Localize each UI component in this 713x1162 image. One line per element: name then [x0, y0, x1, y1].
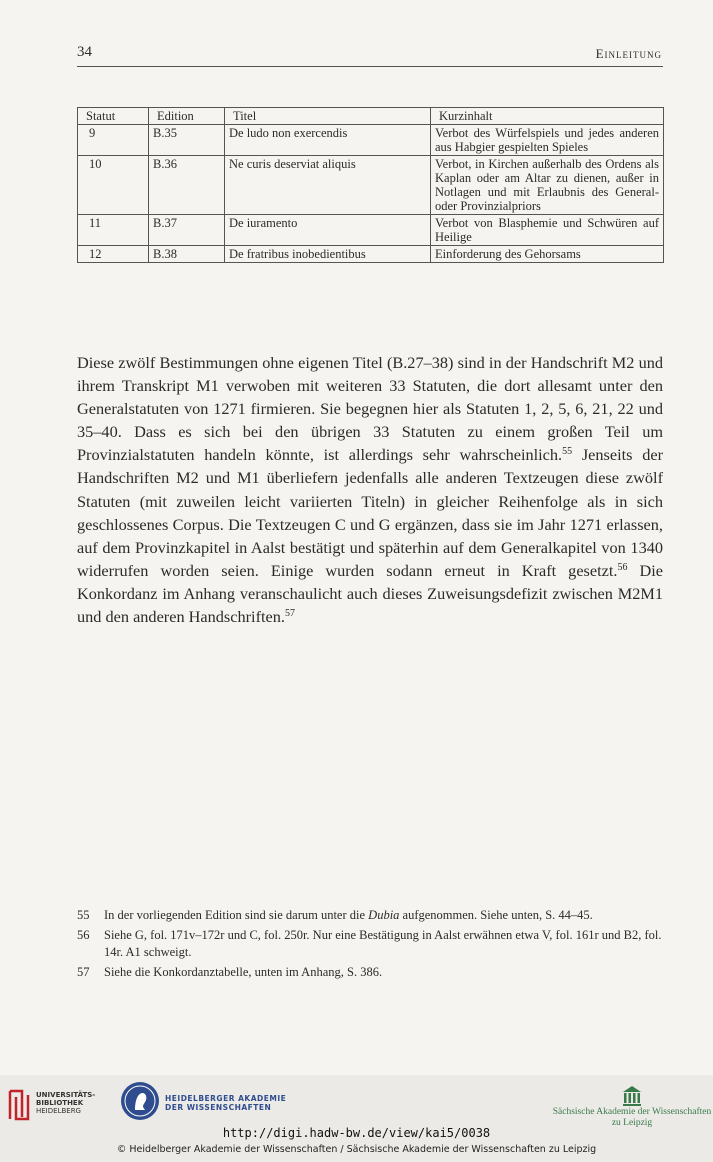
footnote-number: 56 — [77, 928, 90, 942]
table-row — [78, 125, 664, 156]
body-text-part: Diese zwölf Bestimmungen ohne eigenen Titel (B.27–38) sind in der Handschrift M2 und ihrem Transkript M1 verwoben mit weiteren 33 Statuten, die dort allesamt unter den Generalstatuten von 1271 firmieren. Sie begegnen hier als Statuten 1, 2, 5, 6, 21, 22 und 35–40. Dass es sich bei den übrigen 33 Statuten zu einem großen Teil um Provinzialstatuten handeln könnte, ist allerdings sehr wahrscheinlich. — [77, 353, 663, 465]
cell-kurzinhalt: Verbot, in Kirchen außerhalb des Ordens als Kaplan oder am Altar zu dienen, außer in Notlagen und mit Erlaubnis des General- oder Provinzialpriors — [431, 156, 664, 215]
body-text-part: Die Konkordanz im Anhang veranschaulicht auch dieses Zuweisungsdefizit zwischen M2M1 und den anderen Handschriften. — [77, 560, 664, 627]
credit-bar — [0, 1075, 713, 1162]
footnote-number: 55 — [77, 908, 90, 922]
footnote-text: aufgenommen. Siehe unten, S. 44–45. — [399, 908, 593, 922]
table-row — [78, 246, 664, 263]
column-header-kurzinhalt: Kurzinhalt — [431, 108, 664, 125]
table-header-row — [78, 108, 664, 125]
body-paragraph — [77, 351, 663, 628]
page-number: 34 — [77, 44, 92, 60]
table-row — [78, 156, 664, 215]
cell-statut: 11 — [78, 215, 149, 246]
cell-statut: 12 — [78, 246, 149, 263]
footnote-ref-56[interactable]: 56 — [617, 561, 628, 573]
ub-heidelberg-logo[interactable] — [8, 1085, 108, 1125]
table-row — [78, 215, 664, 246]
hadw-logo[interactable] — [121, 1082, 321, 1122]
footnote-text: Siehe die Konkordanztabelle, unten im Anhang, S. 386. — [104, 965, 383, 979]
cell-edition: B.35 — [149, 125, 225, 156]
footnote-57 — [77, 964, 667, 981]
hadw-logo-text — [165, 1094, 286, 1112]
footnote-56 — [77, 927, 667, 961]
cell-titel: De fratribus inobedientibus — [225, 246, 431, 263]
cell-edition: B.36 — [149, 156, 225, 215]
cell-kurzinhalt: Verbot von Blasphemie und Schwüren auf Heilige — [431, 215, 664, 246]
footnote-number: 57 — [77, 965, 90, 979]
ub-line-1: UNIVERSITÄTS- — [36, 1091, 96, 1099]
copyright-line: © Heidelberger Akademie der Wissenschaften / Sächsische Akademie der Wissenschaften zu Leipzig — [116, 1144, 597, 1155]
ub-logo-icon — [8, 1087, 30, 1121]
footnote-55 — [77, 907, 667, 924]
column-header-statut: Statut — [78, 108, 149, 125]
hadw-line-2: DER WISSENSCHAFTEN — [165, 1103, 272, 1112]
cell-titel: De iuramento — [225, 215, 431, 246]
permalink-url[interactable]: http://digi.hadw-bw.de/view/kai5/0038 — [222, 1126, 491, 1140]
cell-kurzinhalt: Verbot des Würfelspiels und jedes anderen aus Habgier gespielten Spieles — [431, 125, 664, 156]
cell-edition: B.38 — [149, 246, 225, 263]
ub-logo-text — [36, 1091, 95, 1115]
footnote-text: Siehe G, fol. 171v–172r und C, fol. 250r. Nur eine Bestätigung in Aalst erwähnen etwa V, fol. 161r und B2, fol. 14r. A1 schweigt. — [104, 928, 662, 959]
saw-building-icon — [620, 1083, 644, 1107]
ub-line-3: HEIDELBERG — [36, 1107, 81, 1115]
footnotes — [77, 907, 667, 984]
footnote-italic-term: Dubia — [368, 908, 400, 922]
header-rule — [77, 66, 663, 67]
running-head: Einleitung — [595, 46, 662, 61]
cell-statut: 10 — [78, 156, 149, 215]
ub-line-2: BIBLIOTHEK — [36, 1099, 84, 1107]
cell-edition: B.37 — [149, 215, 225, 246]
footnote-ref-57[interactable]: 57 — [284, 608, 295, 620]
footnote-text: In der vorliegenden Edition sind sie darum unter die — [104, 908, 369, 922]
cell-titel: Ne curis deserviat aliquis — [225, 156, 431, 215]
column-header-edition: Edition — [149, 108, 225, 125]
cell-titel: De ludo non exercendis — [225, 125, 431, 156]
statute-table — [77, 107, 664, 263]
cell-kurzinhalt: Einforderung des Gehorsams — [431, 246, 664, 263]
saw-line-2: zu Leipzig — [611, 1118, 653, 1128]
saw-line-1: Sächsische Akademie der Wissenschaften — [552, 1107, 712, 1117]
hadw-line-1: HEIDELBERGER AKADEMIE — [165, 1094, 287, 1103]
column-header-titel: Titel — [225, 108, 431, 125]
cell-statut: 9 — [78, 125, 149, 156]
footnote-ref-55[interactable]: 55 — [562, 446, 573, 458]
hadw-seal-icon — [121, 1082, 159, 1120]
body-text-part: Jenseits der Handschriften M2 und M1 überliefern jedenfalls alle anderen Textzeugen diese zwölf Statuten (mit zuweilen leicht variierten Titeln) in gleicher Reihenfolge als in sich geschlossenes Corpus. Die Textzeugen C und G ergänzen, dass sie im Jahr 1271 erlassen, auf dem Provinzkapitel in Aalst bestätigt und späterhin auf dem Generalkapitel von 1340 widerrufen worden seien. Einige wurden sodann erneut in Kraft gesetzt. — [77, 445, 663, 580]
